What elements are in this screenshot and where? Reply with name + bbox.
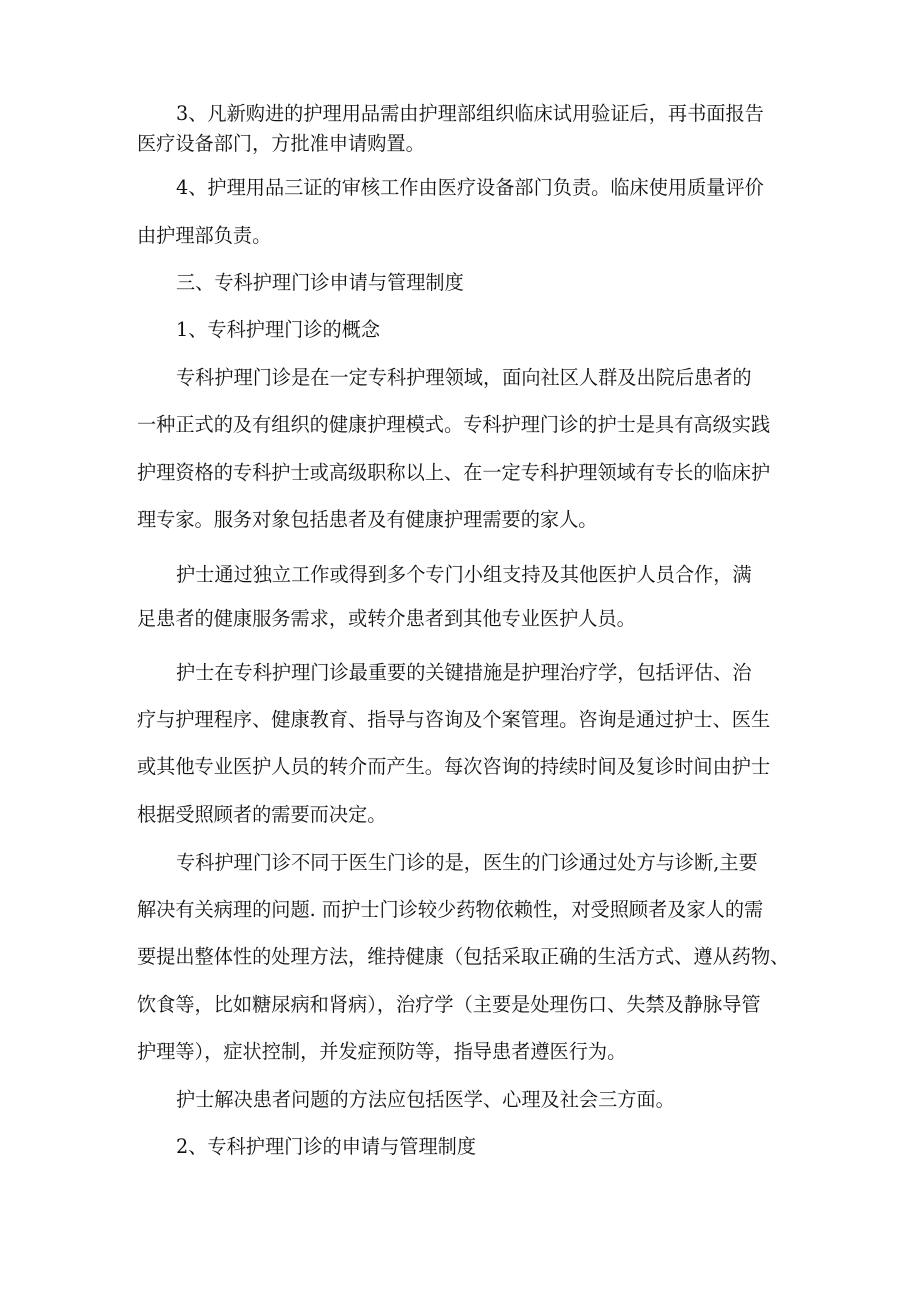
subheading-1: 1、专科护理门诊的概念 [176,318,381,341]
nurse-work-line-2: 足患者的健康服务需求，或转介患者到其他专业医护人员。 [137,607,636,630]
method-line: 护士解决患者问题的方法应包括医学、心理及社会三方面。 [176,1088,675,1111]
paragraph-3-line-2: 医疗设备部门，方批准申请购置。 [137,132,425,155]
paragraph-3-line-1: 3、凡新购进的护理用品需由护理部组织临床试用验证后，再书面报告 [176,102,764,125]
difference-line-1: 专科护理门诊不同于医生门诊的是，医生的门诊通过处方与诊断,主要 [176,851,758,874]
difference-line-5: 护理等），症状控制，并发症预防等，指导患者遵医行为。 [137,1040,627,1063]
difference-line-2: 解决有关病理的问题. 而护士门诊较少药物依赖性，对受照顾者及家人的需 [137,898,764,921]
nurse-work-line-1: 护士通过独立工作或得到多个专门小组支持及其他医护人员合作，满 [176,563,752,586]
section-heading: 三、专科护理门诊申请与管理制度 [176,271,464,294]
key-measures-line-2: 疗与护理程序、健康教育、指导与咨询及个案管理。咨询是通过护士、医生 [137,708,771,731]
concept-line-4: 理专家。服务对象包括患者及有健康护理需要的家人。 [137,508,598,531]
concept-line-1: 专科护理门诊是在一定专科护理领域，面向社区人群及出院后患者的 [176,366,752,389]
key-measures-line-1: 护士在专科护理门诊最重要的关键措施是护理治疗学，包括评估、治 [176,661,752,684]
key-measures-line-3: 或其他专业医护人员的转介而产生。每次咨询的持续时间及复诊时间由护士 [137,755,771,778]
concept-line-3: 护理资格的专科护士或高级职称以上、在一定专科护理领域有专长的临床护 [137,461,771,484]
paragraph-4-line-1: 4、护理用品三证的审核工作由医疗设备部门负责。临床使用质量评价 [176,176,764,199]
difference-line-3: 要提出整体性的处理方法，维持健康（包括采取正确的生活方式、遵从药物、 [137,945,790,968]
subheading-2: 2、专科护理门诊的申请与管理制度 [176,1135,477,1158]
key-measures-line-4: 根据受照顾者的需要而决定。 [137,803,387,826]
paragraph-4-line-2: 由护理部负责。 [137,224,272,247]
difference-line-4: 饮食等，比如糖尿病和肾病），治疗学（主要是处理伤口、失禁及静脉导管 [137,993,761,1016]
concept-line-2: 一种正式的及有组织的健康护理模式。专科护理门诊的护士是具有高级实践 [137,413,771,436]
